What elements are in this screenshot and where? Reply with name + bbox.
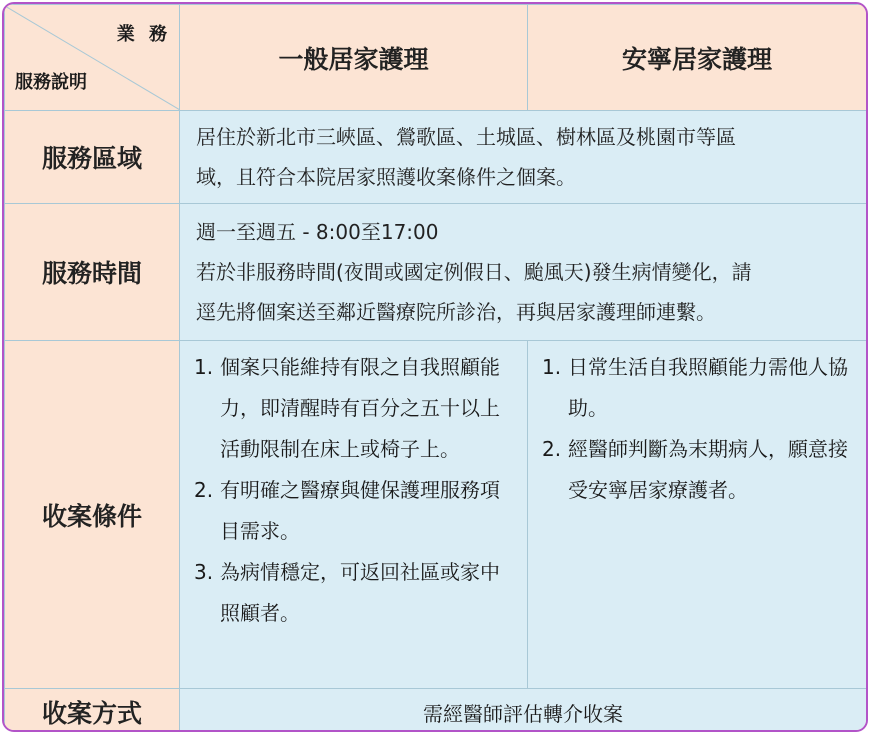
list-item: 3. 為病情穩定，可返回社區或家中照顧者。 — [194, 560, 500, 625]
row-label-method: 收案方式 — [5, 689, 180, 733]
list-item: 2. 有明確之醫療與健保護理服務項目需求。 — [194, 478, 500, 543]
list-item: 1. 日常生活自我照顧能力需他人協助。 — [542, 355, 848, 420]
corner-bottom-label: 服務說明 — [15, 71, 87, 93]
list-item: 2. 經醫師判斷為末期病人，願意接受安寧居家療護者。 — [542, 437, 848, 502]
criteria-hospice-list — [528, 341, 866, 517]
column-header-general: 一般居家護理 — [180, 5, 528, 111]
service-table — [4, 4, 867, 732]
area-line-1: 居住於新北市三峽區、鶯歌區、土城區、樹林區及桃園市等區 — [196, 125, 736, 149]
area-content — [180, 111, 867, 204]
criteria-hospice — [528, 341, 867, 689]
time-content — [180, 204, 867, 341]
time-line-2: 若於非服務時間(夜間或國定例假日、颱風天)發生病情變化，請 — [196, 260, 752, 284]
row-method — [5, 689, 867, 733]
row-criteria — [5, 341, 867, 689]
area-line-2: 域，且符合本院居家照護收案條件之個案。 — [196, 165, 576, 189]
corner-top-label: 業 務 — [116, 23, 171, 45]
criteria-general-list — [180, 341, 527, 640]
row-area — [5, 111, 867, 204]
time-line-3: 逕先將個案送至鄰近醫療院所診治，再與居家護理師連繫。 — [196, 300, 716, 324]
header-row — [5, 5, 867, 111]
row-label-time: 服務時間 — [5, 204, 180, 341]
time-line-1: 週一至週五 - 8:00至17:00 — [196, 220, 439, 244]
list-item: 1. 個案只能維持有限之自我照顧能力，即清醒時有百分之五十以上活動限制在床上或椅子上。 — [194, 355, 500, 461]
column-header-hospice: 安寧居家護理 — [528, 5, 867, 111]
corner-cell — [5, 5, 180, 111]
criteria-general — [180, 341, 528, 689]
service-table-frame — [2, 2, 868, 732]
row-label-criteria: 收案條件 — [5, 341, 180, 689]
method-value: 需經醫師評估轉介收案 — [180, 689, 867, 733]
row-label-area: 服務區域 — [5, 111, 180, 204]
row-time — [5, 204, 867, 341]
